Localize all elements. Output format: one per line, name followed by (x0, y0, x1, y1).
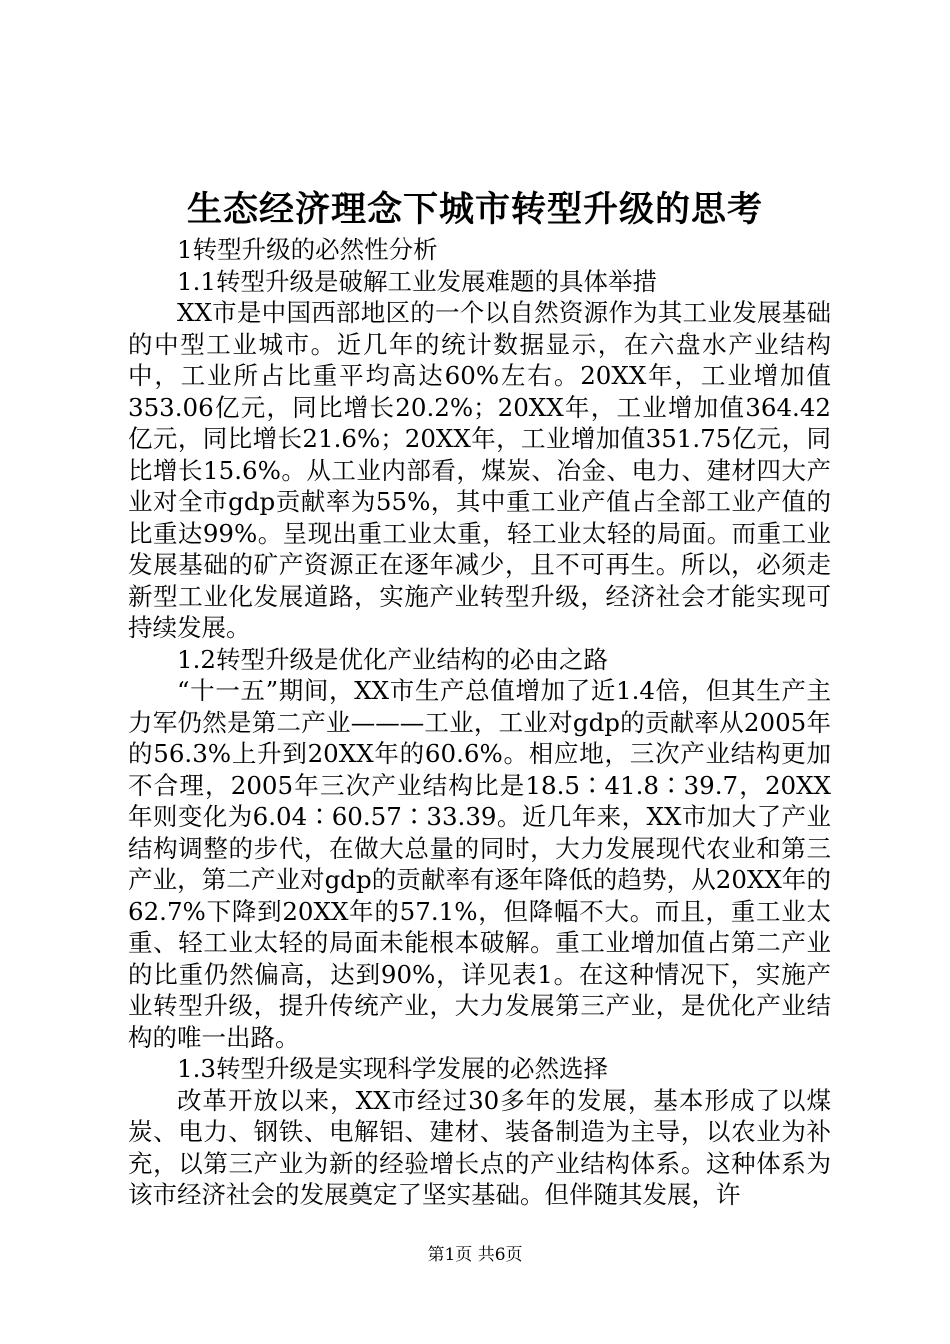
body-paragraph: “十一五”期间，XX市生产总值增加了近1.4倍，但其生产主力军仍然是第二产业———工业，工业对gdp的贡献率从2005年的56.3%上升到20XX年的60.6%。相应地，三次产业结构更加不合理，2005年三次产业结构比是18.5∶41.8∶39.7，20XX年则变化为6.04∶60.57∶33.39。近几年来，XX市加大了产业结构调整的步代，在做大总量的同时，大力发展现代农业和第三产业，第二产业对gdp的贡献率有逐年降低的趋势，从20XX年的62.7%下降到20XX年的57.1%，但降幅不大。而且，重工业太重、轻工业太轻的局面未能根本破解。重工业增加值占第二产业的比重仍然偏高，达到90%，详见表1。在这种情况下，实施产业转型升级，提升传统产业，大力发展第三产业，是优化产业结构的唯一出路。 (128, 676, 831, 1052)
body-paragraph: XX市是中国西部地区的一个以自然资源作为其工业发展基础的中型工业城市。近几年的统计数据显示，在六盘水产业结构中，工业所占比重平均高达60%左右。20XX年，工业增加值353.06亿元，同比增长20.2%；20XX年，工业增加值364.42亿元，同比增长21.6%；20XX年，工业增加值351.75亿元，同比增长15.6%。从工业内部看，煤炭、冶金、电力、建材四大产业对全市gdp贡献率为55%，其中重工业产值占全部工业产值的比重达99%。呈现出重工业太重，轻工业太轻的局面。而重工业发展基础的矿产资源正在逐年减少，且不可再生。所以，必须走新型工业化发展道路，实施产业转型升级，经济社会才能实现可持续发展。 (128, 298, 831, 642)
section-heading-1-1: 1.1转型升级是破解工业发展难题的具体举措 (177, 266, 657, 296)
page-number-footer: 第1页 共6页 (427, 1245, 523, 1265)
document-title: 生态经济理念下城市转型升级的思考 (186, 190, 763, 230)
section-heading-1-2: 1.2转型升级是优化产业结构的必由之路 (177, 644, 608, 674)
section-heading-1-3: 1.3转型升级是实现科学发展的必然选择 (177, 1054, 608, 1083)
document-body (128, 234, 831, 1211)
body-paragraph: 改革开放以来，XX市经过30多年的发展，基本形成了以煤炭、电力、钢铁、电解铝、建材、装备制造为主导，以农业为补充，以第三产业为新的经验增长点的产业结构体系。这种体系为该市经济社会的发展奠定了坚实基础。但伴随其发展，许 (128, 1085, 831, 1209)
section-heading-1: 1转型升级的必然性分析 (177, 235, 438, 264)
